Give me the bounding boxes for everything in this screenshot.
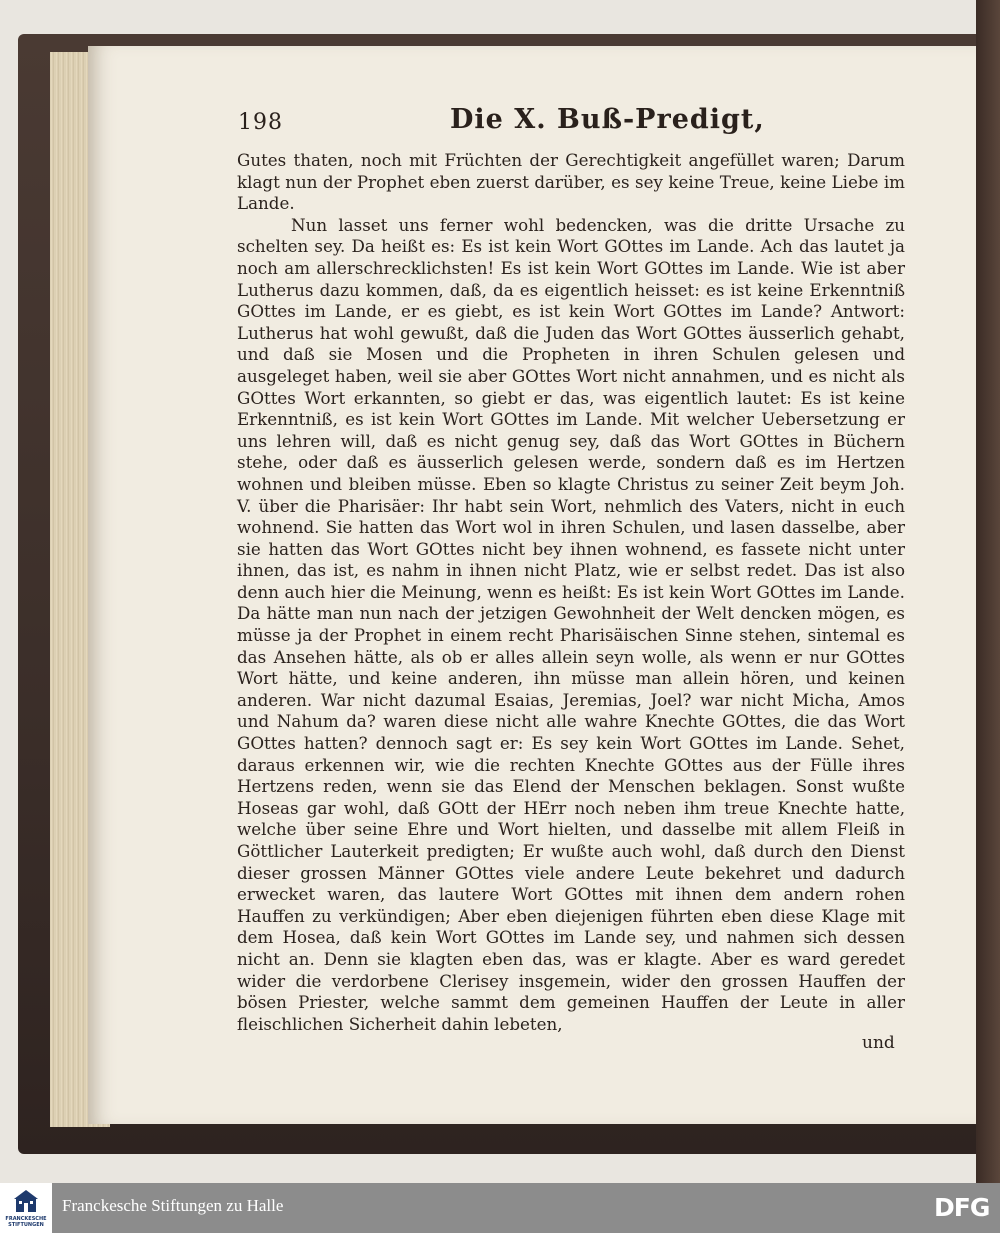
page-number: 198 [238,110,283,135]
paragraph-1: Gutes thaten, noch mit Früchten der Gerechtigkeit angefüllet waren; Darum klagt nun der Prophet eben zuerst darüber, es sey keine Treue, keine Liebe im Lande. [237,150,905,214]
institution-name[interactable]: Franckesche Stiftungen zu Halle [62,1196,284,1215]
footer-bar [0,1183,1000,1233]
binding-edge [976,0,1000,1183]
running-title: Die X. Buß-Predigt, [450,104,765,135]
dfg-logo[interactable]: DFG [934,1193,990,1222]
institution-logo[interactable] [0,1183,52,1233]
paragraph-2: Nun lasset uns ferner wohl bedencken, was die dritte Ursache zu schelten sey. Da heißt es: Es ist kein Wort GOttes im Lande. Ach das lautet ja noch am allerschrecklichsten! Es ist kein Wort GOttes im Lande. Wie ist aber Lutherus dazu kommen, daß, da es eigentlich heisset: es ist keine Erkenntniß GOttes im Lande, er es giebt, es ist kein Wort GOttes im Lande? Antwort: Lutherus hat wohl gewußt, daß die Juden das Wort GOttes äusserlich gehabt, und daß sie Mosen und die Propheten in ihren Schulen gelesen und ausgeleget haben, weil sie aber GOttes Wort nicht annahmen, und es nicht als GOttes Wort erkannten, so giebt er das, was eigentlich lautet: Es ist keine Erkenntniß, es ist kein Wort GOttes im Lande. Mit welcher Uebersetzung er uns lehren will, daß es nicht genug sey, daß das Wort GOttes in Büchern stehe, oder daß es äusserlich gelesen werde, sondern daß es im Hertzen wohnen und bleiben müsse. Eben so klagte Christus zu seiner Zeit beym Joh. V. über die Pharisäer: Ihr habt sein Wort, nehmlich des Vaters, nicht in euch wohnend. Sie hatten das Wort wol in ihren Schulen, und lasen dasselbe, aber sie hatten das Wort GOttes nicht bey ihnen wohnend, es fassete nicht unter ihnen, das ist, es nahm in ihnen nicht Platz, wie er selbst redet. Das ist also denn auch hier die Meinung, wenn es heißt: Es ist kein Wort GOttes im Lande. Da hätte man nun nach der jetzigen Gewohnheit der Welt dencken mögen, es müsse ja der Prophet in einem recht Pharisäischen Sinne stehen, sintemal es das Ansehen hätte, als ob er alles allein seyn wolle, als wenn er nur GOttes Wort hätte, und keine anderen, ihn müsse man allein hören, und keinen anderen. War nicht dazumal Esaias, Jeremias, Joel? war nicht Micha, Amos und Nahum da? waren diese nicht alle wahre Knechte GOttes, die das Wort GOttes hatten? dennoch sagt er: Es sey kein Wort GOttes im Lande. Sehet, daraus erkennen wir, wie die rechten Knechte GOttes aus der Fülle ihres Hertzens reden, wenn sie das Elend der Menschen beklagen. Sonst wußte Hoseas gar wohl, daß GOtt der HErr noch neben ihm treue Knechte hatte, welche über seine Ehre und Wort hielten, und dasselbe mit allem Fleiß in Göttlicher Lauterkeit predigten; Er wußte auch wohl, daß durch den Dienst dieser grossen Männer GOttes viele andere Leute bekehret und dadurch erwecket waren, das lautere Wort GOttes mit ihnen dem andern rohen Hauffen zu verkündigen; Aber eben diejenigen führten eben diese Klage mit dem Hosea, daß kein Wort GOttes im Lande sey, und nahmen sich dessen nicht an. Denn sie klagten eben das, was er klagte. Aber es ward geredet wider die verdorbene Clerisey insgemein, wider den grossen Hauffen der bösen Priester, welche sammt dem gemeinen Hauffen der Leute in aller fleischlichen Sicherheit dahin lebeten, [237,214,905,1034]
orphanage-building-icon [13,1188,39,1214]
catchword: und [862,1033,895,1053]
page-header [238,104,906,144]
logo-text: FRANCKESCHE STIFTUNGEN [5,1216,47,1228]
body-text [237,150,905,1035]
